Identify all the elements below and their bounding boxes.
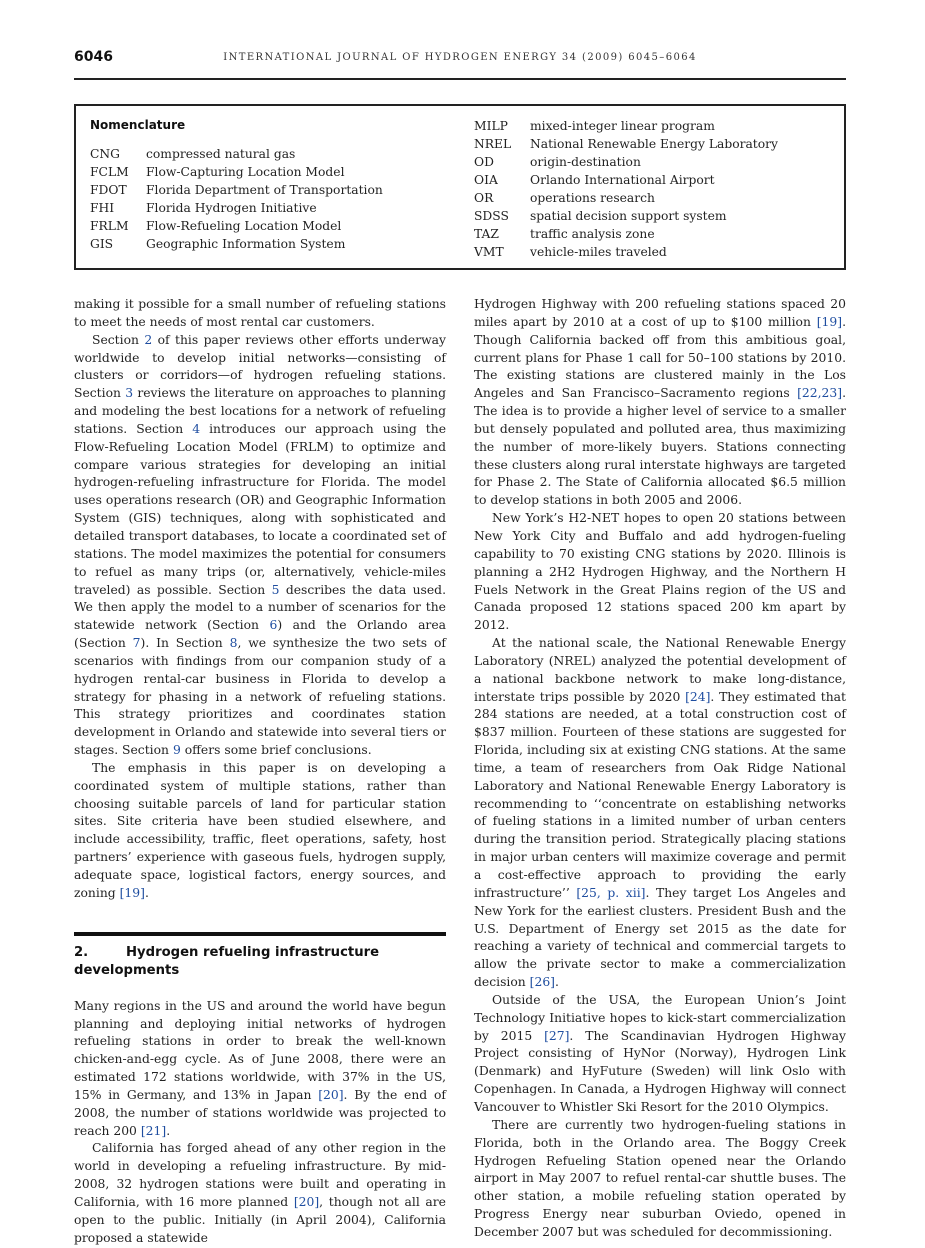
nomenclature-abbr: TAZ — [474, 227, 499, 241]
citation-link[interactable]: [22,23] — [797, 386, 843, 401]
paragraph-outline — [74, 332, 446, 760]
nomenclature-def: National Renewable Energy Laboratory — [530, 137, 778, 151]
text-run: , though not all are open to the public. Initially (in April 2004), California proposed a statewide — [74, 1194, 446, 1245]
text-run: introduces our approach using the Flow-Refueling Location Model (FRLM) to optimize and compare various strategies for developing an initial hydrogen-refueling infrastructure for Florida. The model uses operations research (OR) and Geographic Information System (GIS) techniques, along with sophisticated and detailed transport databases, to locate a coordinated set of stations. The model maximizes the potential for consumers to refuel as many trips (or, alternatively, vehicle-miles traveled) as possible. Section — [74, 421, 447, 597]
text-run: Many regions in the US and around the world have begun planning and deploying initial networks of hydrogen refueling stations in order to break the well-known chicken-and-egg cycle. As of June 2008, there were an estimated 172 stations worldwide, with 37% in the US, 15% in Germany, and 13% in Japan — [74, 998, 446, 1102]
nomenclature-def: Florida Department of Transportation — [146, 183, 383, 197]
text-run: ). In Section — [140, 636, 230, 651]
text-run: . By the end of 2008, the number of stations worldwide was projected to reach 200 — [74, 1087, 446, 1138]
nomenclature-entry — [474, 117, 778, 135]
nomenclature-left-list — [90, 145, 383, 253]
text-run: . — [166, 1123, 171, 1138]
text-run: describes the data used. We then apply the model to a number of scenarios for the statewide network (Section — [74, 582, 446, 633]
nomenclature-def: Flow-Capturing Location Model — [146, 165, 345, 179]
page-header — [74, 48, 846, 80]
section-link[interactable]: 4 — [192, 421, 201, 436]
citation-link[interactable]: [24] — [685, 689, 711, 704]
nomenclature-abbr: OR — [474, 191, 494, 205]
section-link[interactable]: 3 — [125, 386, 134, 401]
nomenclature-title: Nomenclature — [90, 118, 186, 132]
section-link[interactable]: 9 — [172, 743, 181, 758]
left-column — [74, 296, 446, 1248]
section-link[interactable]: 5 — [271, 582, 280, 597]
text-run: . They estimated that 284 stations are needed, at a total construction cost of $837 million. Fourteen of these stations are suggested for Florida, including six at existing CNG stations. At the same time, a team of researchers from Oak Ridge National Laboratory and National Renewable Energy Laboratory is recommending to ‘‘concentrate on establishing networks of fueling stations in a limited number of urban centers during the transition period. Strategically placing stations in major urban centers will maximize coverage and permit a cost-effective approach to providing the early infrastructure’’ — [474, 689, 847, 900]
citation-link[interactable]: [27] — [544, 1028, 570, 1043]
nomenclature-abbr: VMT — [474, 245, 504, 259]
citation-link[interactable]: [20] — [318, 1087, 344, 1102]
paragraph — [74, 998, 446, 1141]
nomenclature-def: vehicle-miles traveled — [530, 245, 667, 259]
citation-link[interactable]: [20] — [293, 1194, 320, 1209]
nomenclature-abbr: SDSS — [474, 209, 509, 223]
text-run: Section — [92, 332, 145, 347]
text-run: Hydrogen Highway with 200 refueling stations spaced 20 miles apart by 2010 at a cost of up to $100 million — [474, 297, 846, 329]
nomenclature-entry — [90, 181, 383, 199]
text-run: . Though California backed off from this ambitious goal, current plans for Phase 1 call for 50–100 stations by 2010. The existing stations are clustered mainly in the Los Angeles and San Francisco–Sacramento regions — [474, 314, 846, 401]
text-run: California has forged ahead of any other region in the world in developing a refueling infrastructure. By mid-2008, 32 hydrogen stations were built and operating in California, with 16 more planned — [74, 1141, 446, 1209]
section-number: 2. — [74, 944, 89, 960]
nomenclature-box — [74, 104, 846, 270]
right-column — [474, 296, 846, 1242]
nomenclature-abbr: GIS — [90, 237, 114, 251]
citation-link[interactable]: [21] — [140, 1123, 167, 1138]
text-run: . The Scandinavian Hydrogen Highway Project consisting of HyNor (Norway), Hydrogen Link (Denmark) and HyFuture (Sweden) will link Oslo with Copenhagen. In Canada, a Hydrogen Highway will connect Vancouver to Whistler Ski Resort for the 2010 Olympics. — [474, 1028, 847, 1114]
journal-running-title: INTERNATIONAL JOURNAL OF HYDROGEN ENERGY 34 (2009) 6045–6064 — [223, 52, 697, 63]
section-link[interactable]: 8 — [229, 636, 238, 651]
nomenclature-abbr: OD — [474, 155, 494, 169]
nomenclature-right-list — [474, 117, 778, 261]
nomenclature-def: Orlando International Airport — [530, 173, 715, 187]
text-run: At the national scale, the National Renewable Energy Laboratory (NREL) analyzed the potential development of a national backbone network to make long-distance, interstate trips possible by 2020 — [474, 636, 846, 704]
nomenclature-entry — [474, 189, 778, 207]
nomenclature-entry — [474, 171, 778, 189]
nomenclature-entry — [474, 153, 778, 171]
citation-link[interactable]: [19] — [816, 314, 843, 329]
text-run: , we synthesize the two sets of scenarios with findings from our companion study of a hydrogen rental-car business in Florida to develop a strategy for phasing in a network of refueling stations. This strategy prioritizes and coordinates station development in Orlando and statewide into several tiers or stages. Section — [74, 636, 446, 758]
paragraph-text: making it possible for a small number of refueling stations to meet the needs of most rental car customers. — [74, 297, 446, 329]
page-number: 6046 — [74, 49, 113, 65]
text-run: The emphasis in this paper is on developing a coordinated system of multiple stations, rather than choosing suitable parcels of land for particular station sites. Site criteria have been studied elsewhere, and include accessibility, traffic, fleet operations, safety, host partners’ experience with gaseous fuels, hydrogen supply, adequate space, logistical factors, energy sources, and zoning — [74, 760, 446, 900]
nomenclature-abbr: OIA — [474, 173, 498, 187]
paragraph — [474, 1117, 846, 1242]
nomenclature-def: Florida Hydrogen Initiative — [146, 201, 317, 215]
text-run: of this paper reviews other efforts underway worldwide to develop initial networks—consisting of clusters or corridors—of hydrogen refueling stations. Section — [74, 332, 447, 401]
nomenclature-def: traffic analysis zone — [530, 227, 655, 241]
nomenclature-def: operations research — [530, 191, 655, 205]
section-heading — [74, 944, 446, 980]
nomenclature-def: Flow-Refueling Location Model — [146, 219, 342, 233]
nomenclature-def: Geographic Information System — [146, 237, 346, 251]
nomenclature-entry — [90, 163, 383, 181]
paragraph-text: There are currently two hydrogen-fueling stations in Florida, both in the Orlando area. The Boggy Creek Hydrogen Refueling Station opened near the Orlando airport in May 2007 to refuel rental-car shuttle buses. The other station, a mobile refueling station operated by Progress Energy near suburban Oviedo, opened in December 2007 but was scheduled for decommissioning. — [474, 1117, 846, 1239]
paragraph — [474, 635, 846, 992]
section-link[interactable]: 2 — [144, 332, 153, 347]
nomenclature-abbr: FHI — [90, 201, 115, 215]
nomenclature-def: compressed natural gas — [146, 147, 296, 161]
section-divider — [74, 932, 446, 936]
nomenclature-entry — [474, 243, 778, 261]
paragraph — [474, 510, 846, 635]
paragraph — [74, 1140, 446, 1247]
nomenclature-abbr: MILP — [474, 119, 508, 133]
citation-link[interactable]: [19] — [119, 885, 145, 900]
citation-link[interactable]: [25, p. xii] — [576, 885, 646, 900]
nomenclature-entry — [90, 145, 383, 163]
nomenclature-abbr: FDOT — [90, 183, 127, 197]
section-link[interactable]: 7 — [132, 636, 141, 651]
section-title: Hydrogen refueling infrastructure developments — [74, 944, 380, 978]
text-run: offers some brief conclusions. — [180, 743, 372, 758]
text-run: . — [144, 885, 149, 900]
nomenclature-entry — [474, 135, 778, 153]
paragraph — [474, 992, 846, 1117]
nomenclature-entry — [90, 199, 383, 217]
nomenclature-def: spatial decision support system — [530, 209, 727, 223]
nomenclature-entry — [474, 207, 778, 225]
text-run: . The idea is to provide a higher level of service to a smaller but densely populated and polluted area, thus maximizing the number of more-likely buyers. Stations connecting these clusters along rural interstate highways are targeted for Phase 2. The State of California allocated $6.5 million to develop stations in both 2005 and 2006. — [474, 386, 846, 508]
nomenclature-entry — [90, 235, 383, 253]
nomenclature-abbr: CNG — [90, 147, 120, 161]
text-run: . They target Los Angeles and New York for the earliest clusters. President Bush and the U.S. Department of Energy set 2015 as the date for reaching a variety of technical and commercial targets to allow the private sector to make a commercialization decision — [474, 885, 846, 990]
text-run: . — [555, 975, 559, 990]
nomenclature-def: origin-destination — [530, 155, 641, 169]
text-run: ) and the Orlando area (Section — [74, 618, 446, 651]
text-run: Outside of the USA, the European Union’s Joint Technology Initiative hopes to kick-start commercialization by 2015 — [474, 992, 846, 1043]
citation-link[interactable]: [26] — [529, 975, 555, 990]
nomenclature-entry — [474, 225, 778, 243]
text-run: reviews the literature on approaches to planning and modeling the best locations for a network of refueling stations. Section — [74, 386, 447, 436]
nomenclature-abbr: FRLM — [90, 219, 129, 233]
nomenclature-def: mixed-integer linear program — [530, 119, 715, 133]
nomenclature-abbr: FCLM — [90, 165, 129, 179]
section-link[interactable]: 6 — [269, 618, 278, 633]
paragraph — [74, 296, 446, 332]
nomenclature-entry — [90, 217, 383, 235]
paragraph — [474, 296, 846, 510]
paragraph — [74, 760, 446, 903]
paragraph-text: New York’s H2-NET hopes to open 20 stations between New York City and Buffalo and add hydrogen-fueling capability to 70 existing CNG stations by 2020. Illinois is planning a 2H2 Hydrogen Highway, and the Northern H Fuels Network in the Great Plains region of the US and Canada proposed 12 stations spaced 200 km apart by 2012. — [474, 511, 846, 633]
nomenclature-abbr: NREL — [474, 137, 512, 151]
